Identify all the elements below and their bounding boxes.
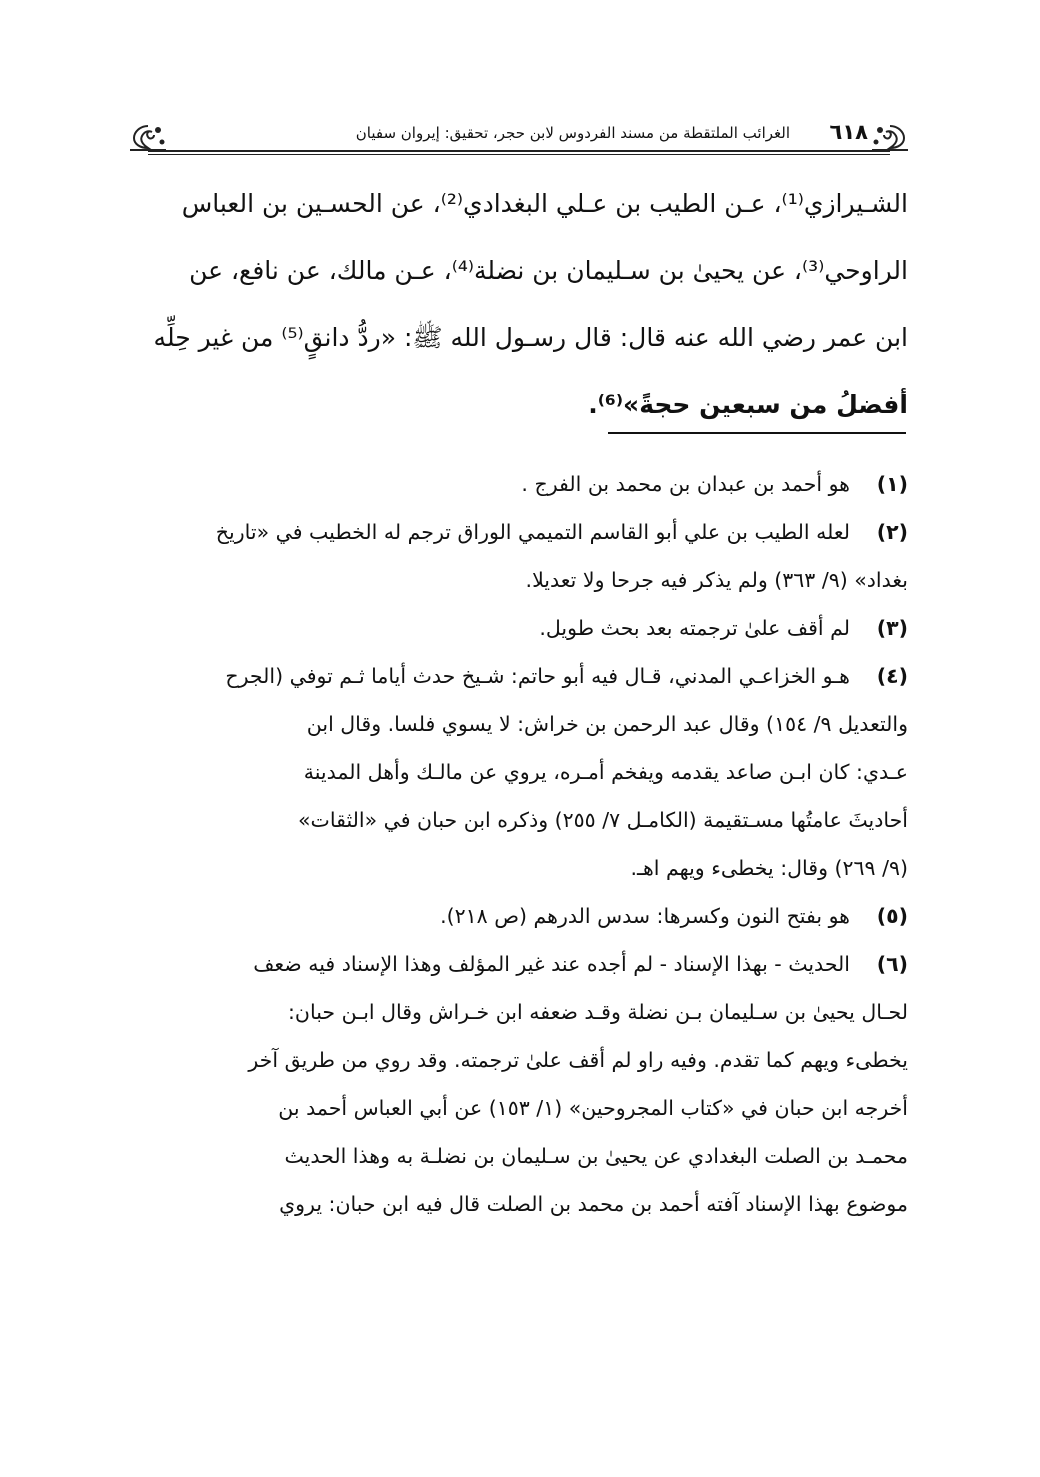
footnote-1 [132,460,908,508]
footnote-line: بغداد» (٩/ ٣٦٣) ولم يذكر فيه جرحا ولا تعديلا. [525,568,908,592]
footnote-line: لم أقف علىٰ ترجمته بعد بحث طويل. [539,616,850,640]
footnote-line: هو بفتح النون وكسرها: سدس الدرهم (ص ٢١٨). [440,904,850,928]
footnote-2 [132,508,908,604]
footnote-6 [132,940,908,1228]
footnote-number: (٥) [876,904,908,928]
header-rule-thin [148,154,890,155]
footnote-3 [132,604,908,652]
page-number: ٦١٨ [829,120,868,144]
footnote-line: محمـد بن الصلت البغدادي عن يحيىٰ بن سـليمان بن نضلـة به وهذا الحديث [284,1144,908,1168]
main-text-line: الراوحي⁽³⁾، عن يحيىٰ بن سـليمان بن نضلة⁽⁴⁾، عـن مالك، عن نافع، عن [189,256,908,285]
footnote-4 [132,652,908,892]
footnote-line: موضوع بهذا الإسناد آفته أحمد بن محمد بن الصلت قال فيه ابن حبان: يروي [279,1192,908,1216]
running-title: الغرائب الملتقطة من مسند الفردوس لابن حجر، تحقيق: إيروان سفيان [355,124,790,142]
footnote-line: (٩/ ٢٦٩) وقال: يخطىء ويهم اهـ. [630,856,908,880]
header-rule [148,150,890,152]
footnotes [132,460,908,1228]
ornament-left-icon [128,122,168,152]
footnote-line: لعله الطيب بن علي أبو القاسم التميمي الوراق ترجم له الخطيب في «تاريخ [215,520,850,544]
footnote-line: أخرجه ابن حبان في «كتاب المجروحين» (١/ ١٥٣) عن أبي العباس أحمد بن [278,1096,908,1120]
footnote-line: هـو الخزاعـي المدني، قـال فيه أبو حاتم: شـيخ حدث أياما ثـم توفي (الجرح [225,664,850,688]
footnote-number: (٤) [876,664,908,688]
footnote-line: عـدي: كان ابـن صاعد يقدمه ويفخم أمـره، يروي عن مالـك وأهل المدينة [303,760,908,784]
footnote-number: (٣) [876,616,908,640]
main-text [132,170,908,438]
footnote-line: يخطىء ويهم كما تقدم. وفيه راو لم أقف علىٰ ترجمته. وقد روي من طريق آخر [248,1048,908,1072]
ornament-right-icon [870,122,910,152]
footnote-line: أحاديثَ عامتُها مسـتقيمة (الكامـل ٧/ ٢٥٥) وذكره ابن حبان في «الثقات» [298,808,908,832]
footnote-5 [132,892,908,940]
footnote-number: (٢) [876,520,908,544]
footnote-number: (١) [876,472,908,496]
page-header [128,110,910,154]
footnote-line: الحديث - بهذا الإسناد - لم أجده عند غير المؤلف وهذا الإسناد فيه ضعف [253,952,850,976]
footnote-number: (٦) [876,952,908,976]
main-text-line: ابن عمر رضي الله عنه قال: قال رسـول الله ﷺ: «ردُّ دانقٍ⁽⁵⁾ من غير حِلِّه [153,323,908,352]
main-text-line: الشـيرازي⁽¹⁾، عـن الطيب بن عـلي البغدادي⁽²⁾، عن الحسـين بن العباس [181,189,908,218]
main-text-line: أفضلُ من سبعين حجةً»⁽⁶⁾. [588,390,908,419]
footnote-line: لحـال يحيىٰ بن سـليمان بـن نضلة وقـد ضعفه ابن خـراش وقال ابـن حبان: [288,1000,908,1024]
footnote-line: والتعديل ٩/ ١٥٤) وقال عبد الرحمن بن خراش: لا يسوي فلسا. وقال ابن [306,712,908,736]
footnote-line: هو أحمد بن عبدان بن محمد بن الفرج . [521,472,850,496]
footnote-separator [608,432,906,434]
